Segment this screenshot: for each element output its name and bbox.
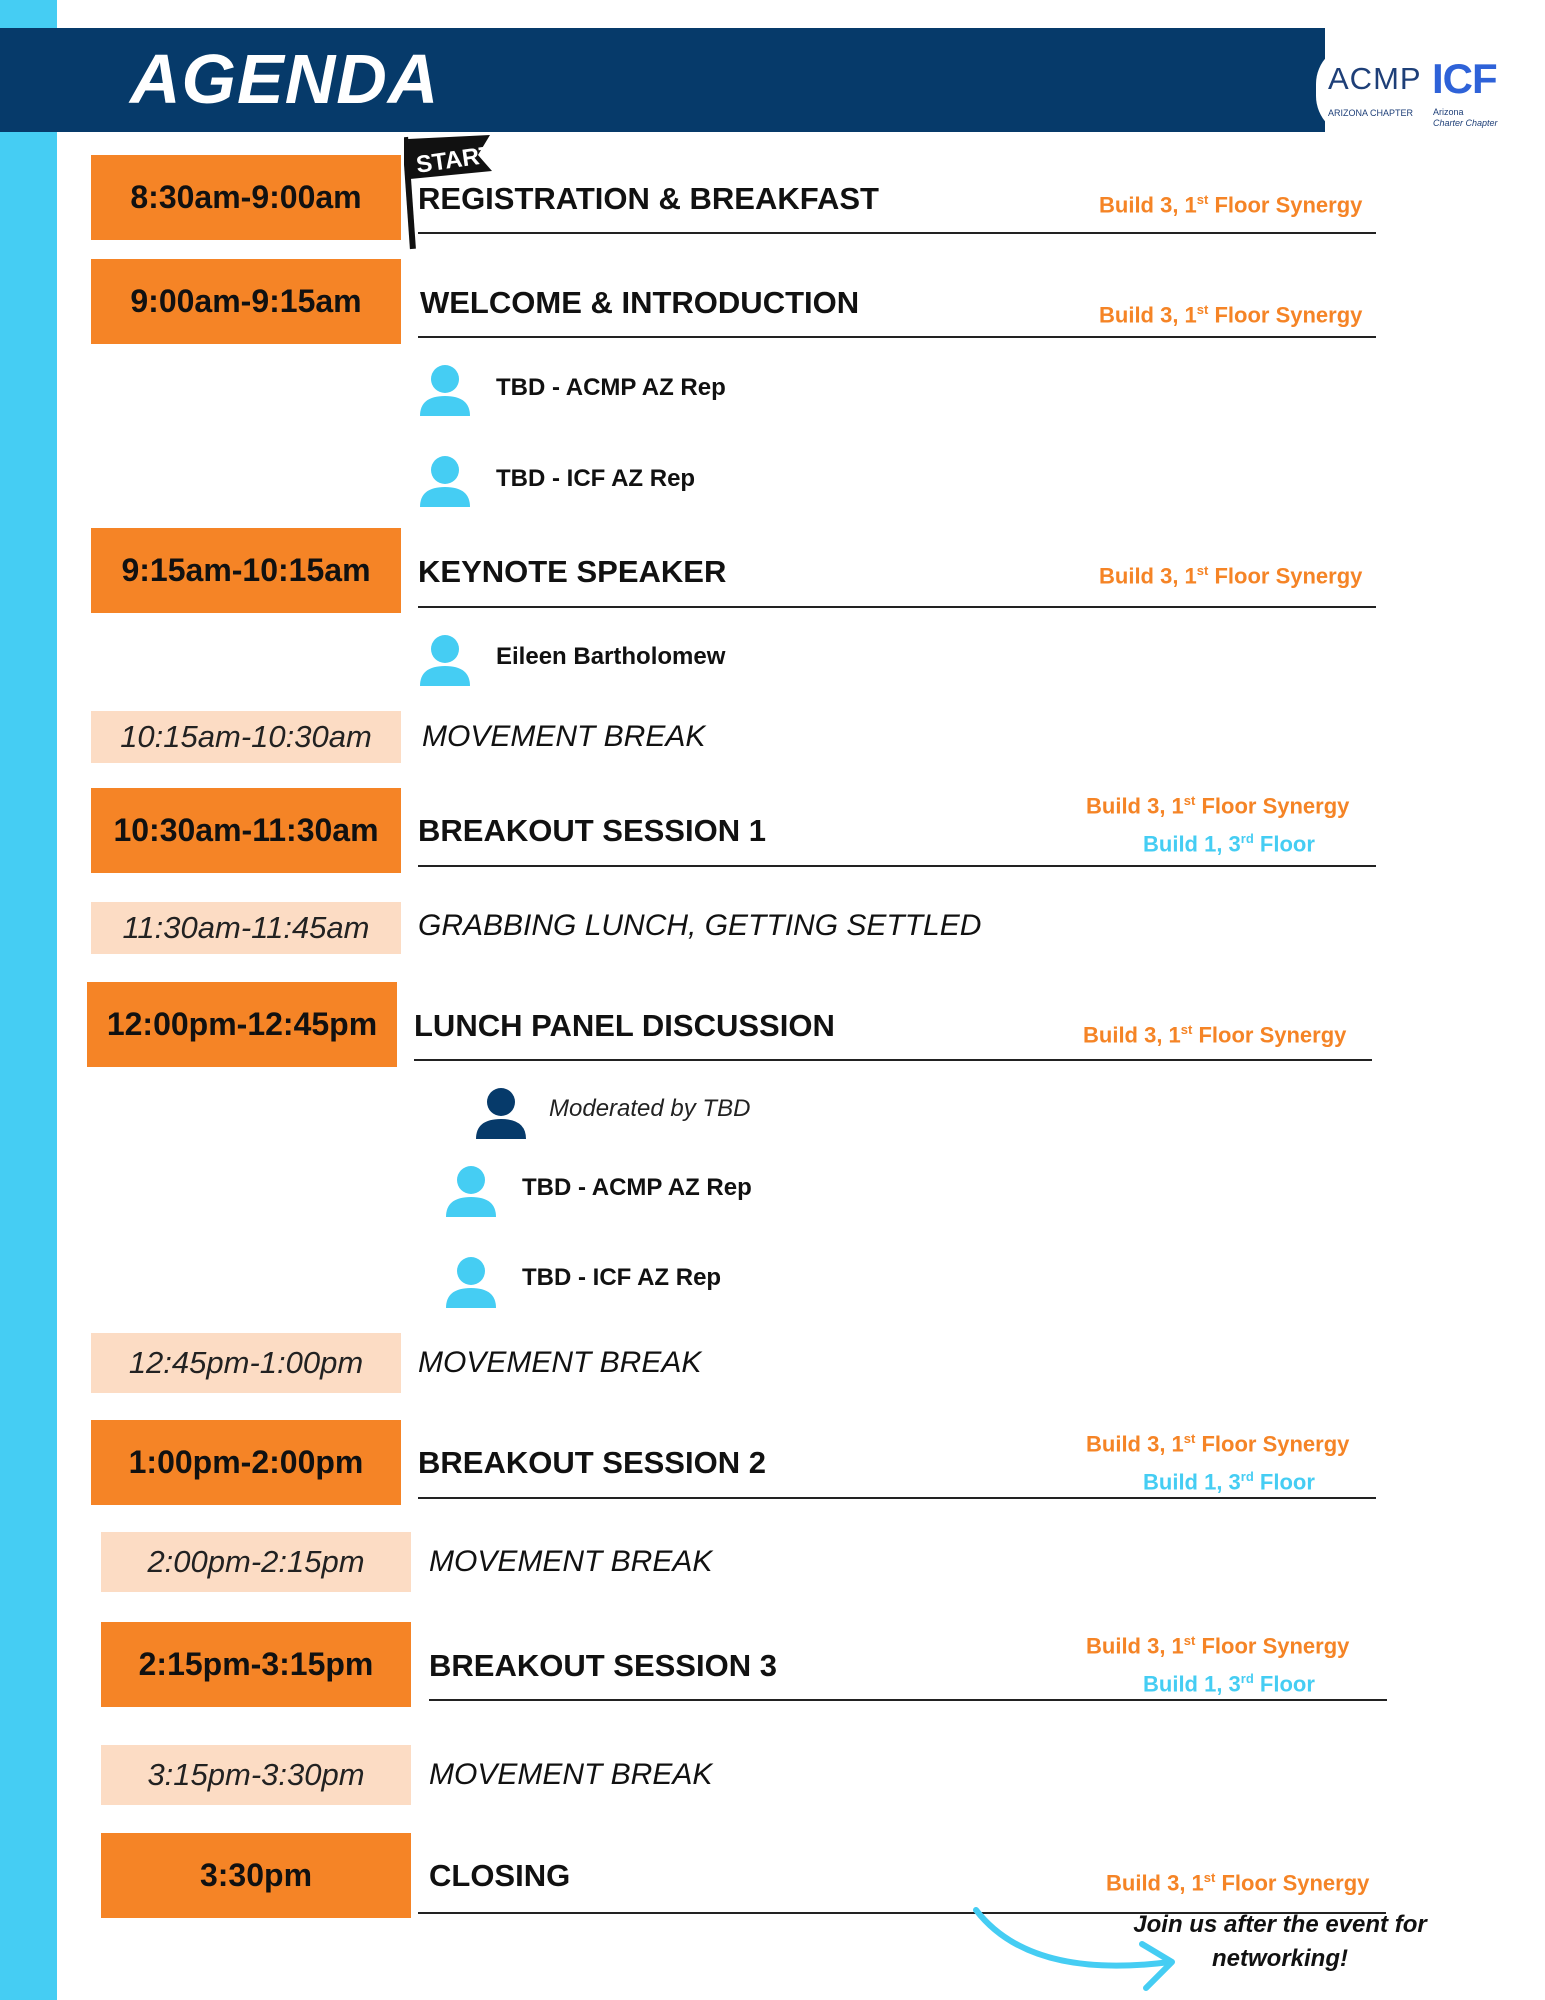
time-slot: 2:15pm-3:15pm [101, 1622, 411, 1707]
session-title: CLOSING [429, 1858, 571, 1893]
location-label: Build 3, 1st Floor Synergy [1086, 1431, 1350, 1457]
icf-logo: ICF [1432, 55, 1497, 102]
start-flag-label: START [414, 141, 496, 179]
location-label: Build 3, 1st Floor Synergy [1086, 1633, 1350, 1659]
person-icon [419, 455, 471, 507]
time-slot: 11:30am-11:45am [91, 902, 401, 954]
session-title: BREAKOUT SESSION 3 [429, 1648, 777, 1683]
session-title: BREAKOUT SESSION 1 [418, 813, 766, 848]
divider [414, 1059, 1372, 1061]
location-label: Build 3, 1st Floor Synergy [1083, 1022, 1347, 1048]
person-icon [445, 1256, 497, 1308]
location-label: Build 3, 1st Floor Synergy [1099, 563, 1363, 589]
time-slot: 9:00am-9:15am [91, 259, 401, 344]
session-title: REGISTRATION & BREAKFAST [418, 181, 879, 216]
divider [418, 1497, 1376, 1499]
acmp-logo-subtitle: ARIZONA CHAPTER [1328, 108, 1414, 118]
location-label: Build 3, 1st Floor Synergy [1099, 302, 1363, 328]
time-slot: 2:00pm-2:15pm [101, 1532, 411, 1592]
session-title: KEYNOTE SPEAKER [418, 554, 727, 589]
person-icon [419, 364, 471, 416]
icf-logo-sub-line2: Charter Chapter [1433, 118, 1498, 128]
time-slot: 8:30am-9:00am [91, 155, 401, 240]
location-label-alt: Build 1, 3rd Floor [1143, 1469, 1315, 1495]
session-title: WELCOME & INTRODUCTION [420, 285, 860, 320]
side-accent-bar [0, 0, 57, 2000]
speaker-name: TBD - ACMP AZ Rep [496, 374, 726, 401]
time-slot: 12:45pm-1:00pm [91, 1333, 401, 1393]
page-title: AGENDA [130, 40, 440, 118]
session-title: MOVEMENT BREAK [429, 1758, 713, 1791]
location-label: Build 3, 1st Floor Synergy [1086, 793, 1350, 819]
divider [418, 336, 1376, 338]
location-label: Build 3, 1st Floor Synergy [1099, 192, 1363, 218]
session-title: MOVEMENT BREAK [422, 720, 706, 753]
person-icon [445, 1165, 497, 1217]
moderator-name: Moderated by TBD [549, 1095, 751, 1122]
location-label: Build 3, 1st Floor Synergy [1106, 1870, 1370, 1896]
icf-logo-sub-line1: Arizona [1433, 107, 1464, 117]
time-slot: 9:15am-10:15am [91, 528, 401, 613]
location-label-alt: Build 1, 3rd Floor [1143, 831, 1315, 857]
time-slot: 10:30am-11:30am [91, 788, 401, 873]
acmp-logo: ACMP [1328, 61, 1422, 96]
speaker-name: TBD - ACMP AZ Rep [522, 1174, 752, 1201]
speaker-name: TBD - ICF AZ Rep [496, 465, 696, 492]
speaker-name: TBD - ICF AZ Rep [522, 1264, 722, 1291]
time-slot: 12:00pm-12:45pm [87, 982, 397, 1067]
divider [418, 865, 1376, 867]
divider [429, 1699, 1387, 1701]
session-title: MOVEMENT BREAK [429, 1545, 713, 1578]
networking-note: Join us after the event for networking! [1133, 1911, 1427, 1972]
divider [418, 606, 1376, 608]
speaker-name: Eileen Bartholomew [496, 643, 726, 670]
session-title: MOVEMENT BREAK [418, 1346, 702, 1379]
person-icon [419, 634, 471, 686]
divider [418, 232, 1376, 234]
session-title: GRABBING LUNCH, GETTING SETTLED [418, 909, 982, 942]
time-slot: 3:15pm-3:30pm [101, 1745, 411, 1805]
session-title: LUNCH PANEL DISCUSSION [414, 1008, 835, 1043]
time-slot: 10:15am-10:30am [91, 711, 401, 763]
moderator-icon [475, 1087, 527, 1139]
time-slot: 1:00pm-2:00pm [91, 1420, 401, 1505]
location-label-alt: Build 1, 3rd Floor [1143, 1671, 1315, 1697]
session-title: BREAKOUT SESSION 2 [418, 1445, 766, 1480]
icf-logo-subtitle [1433, 107, 1523, 129]
time-slot: 3:30pm [101, 1833, 411, 1918]
